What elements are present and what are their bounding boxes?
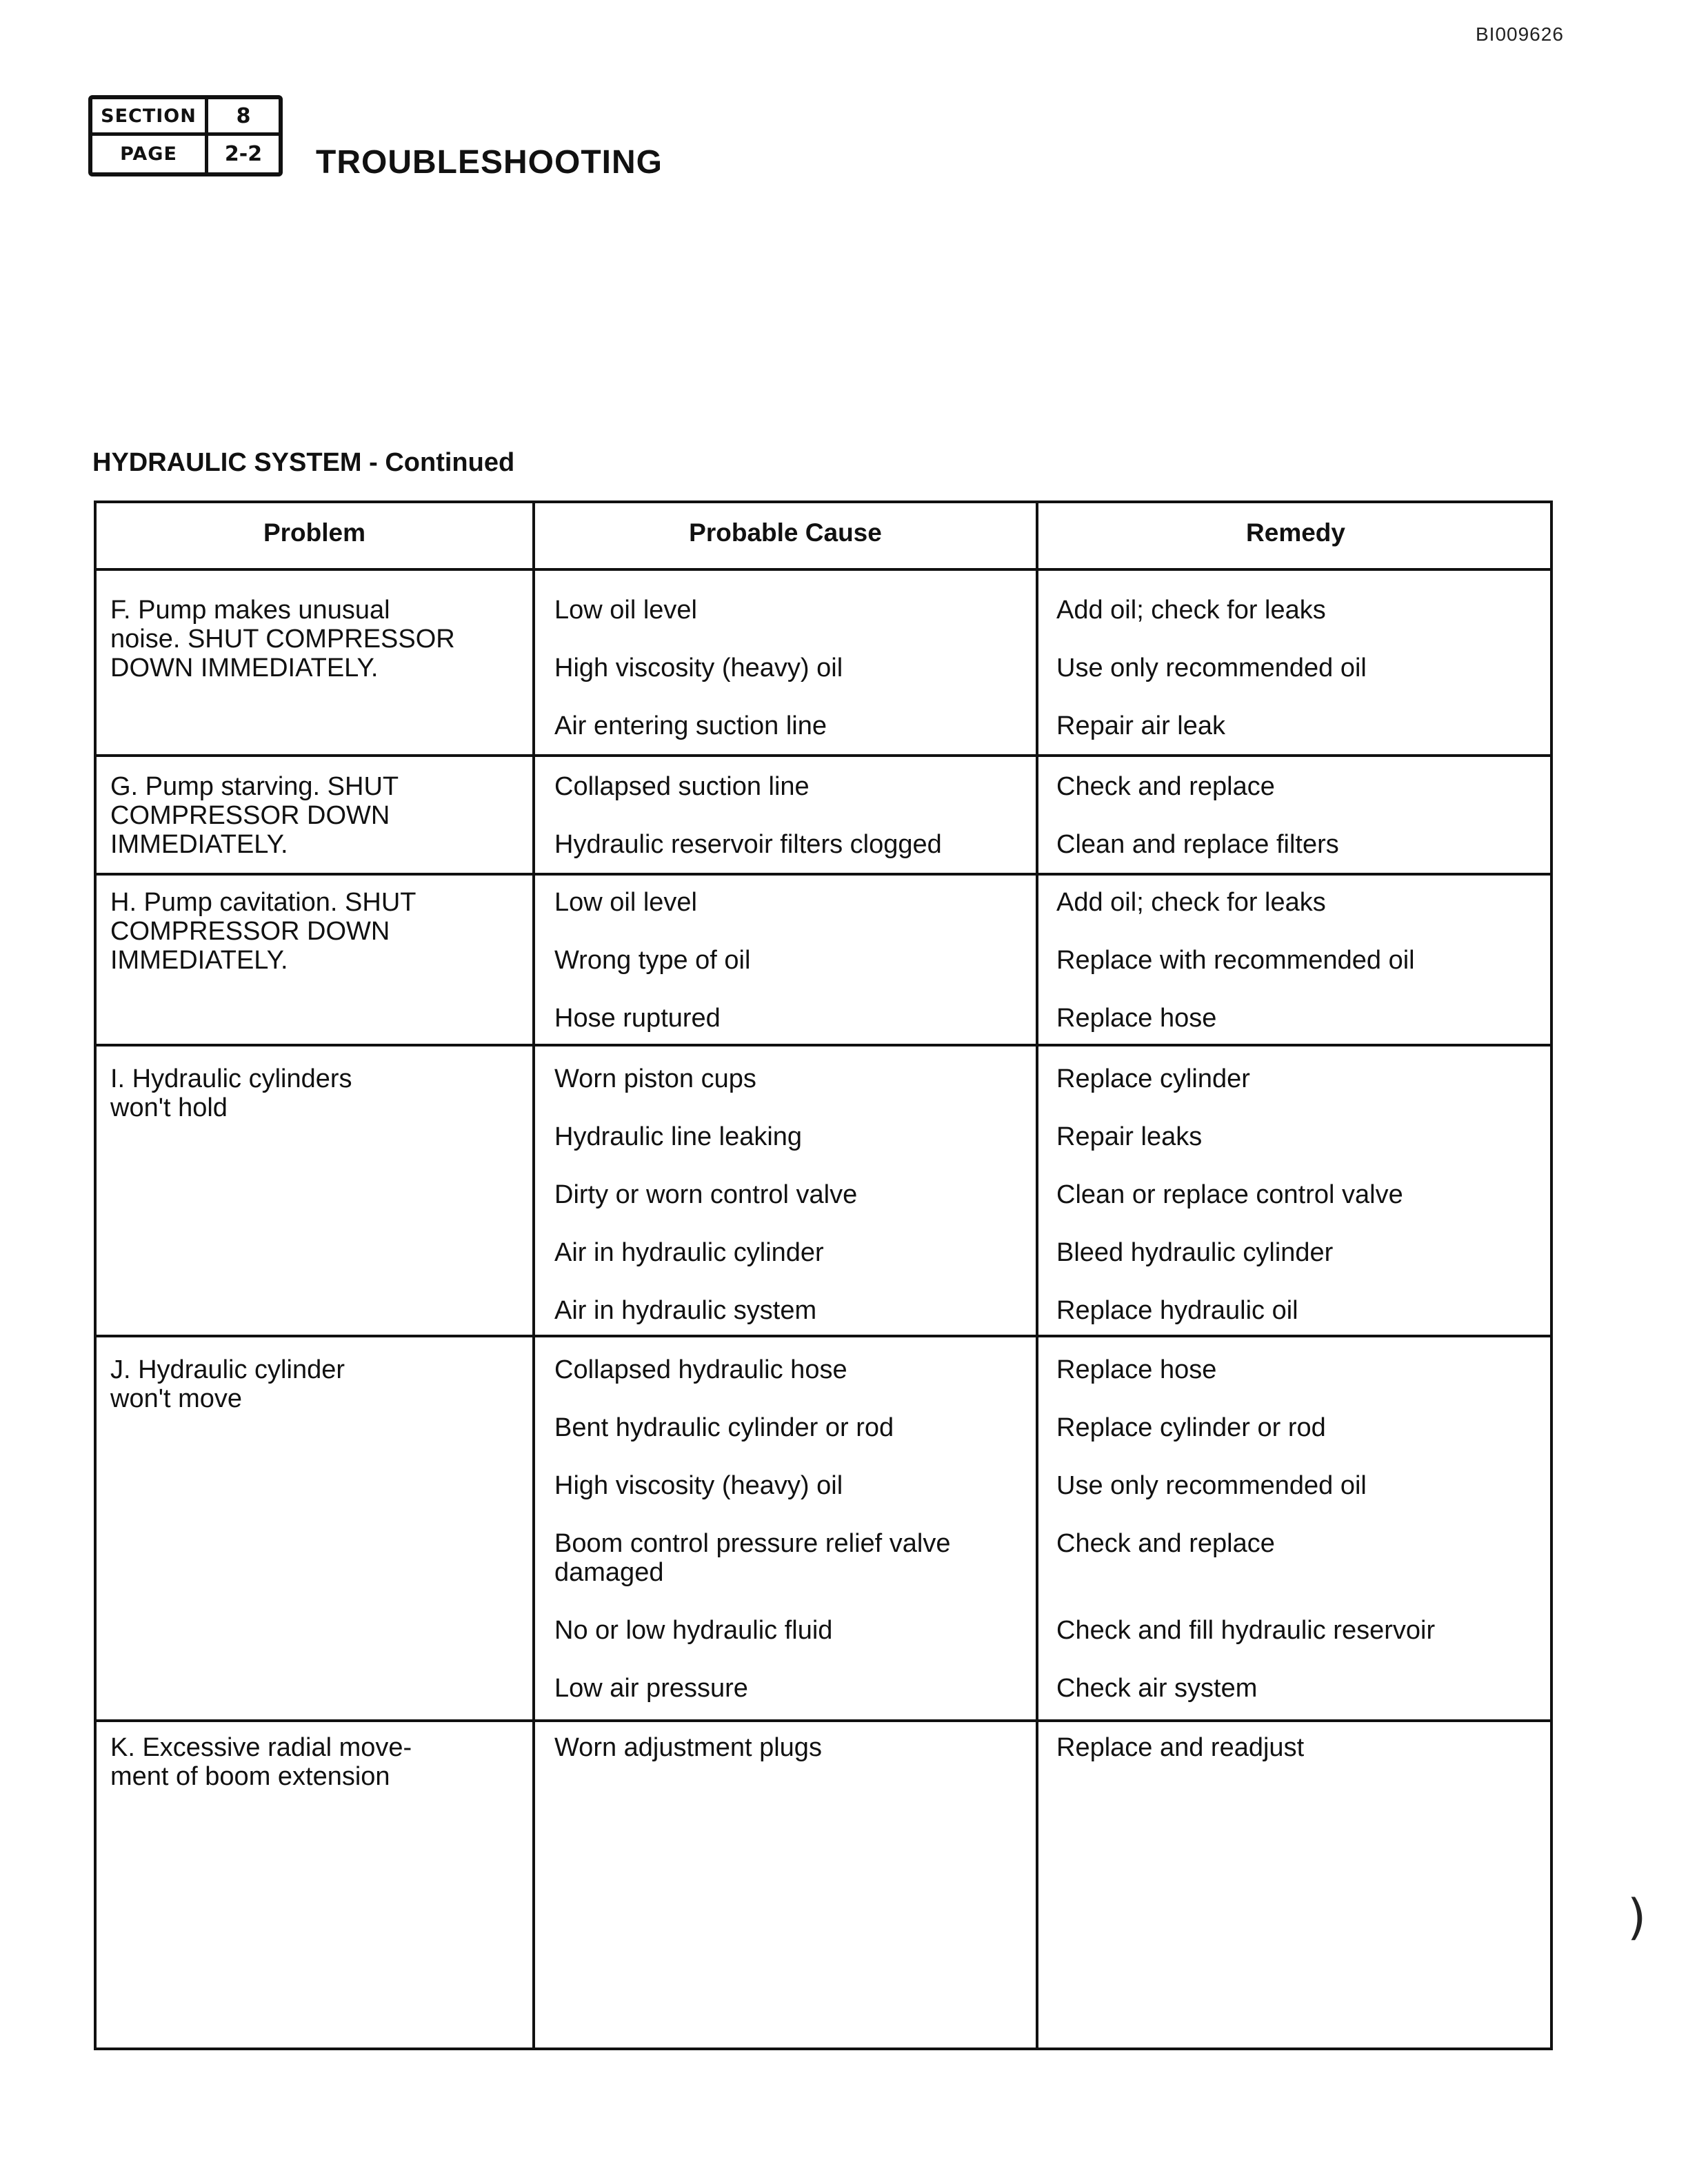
page-label: PAGE (92, 136, 208, 172)
remedy-item: Use only recommended oil (1056, 654, 1367, 682)
remedy-item: Replace and readjust (1056, 1733, 1305, 1762)
margin-bracket-mark: ) (1627, 1889, 1647, 1945)
remedy-item: Replace hydraulic oil (1056, 1296, 1298, 1325)
header-probable-cause: Probable Cause (689, 518, 882, 547)
problem-f: F. Pump makes unusual noise. SHUT COMPRESSOR DOWN IMMEDIATELY. (110, 596, 455, 682)
problem-h: H. Pump cavitation. SHUT COMPRESSOR DOWN IMMEDIATELY. (110, 888, 416, 975)
remedy-item: Add oil; check for leaks (1056, 888, 1326, 917)
row-divider (97, 1044, 1550, 1046)
section-subtitle: HYDRAULIC SYSTEM - Continued (92, 448, 515, 477)
cause-item: High viscosity (heavy) oil (554, 654, 843, 682)
remedy-item: Repair air leak (1056, 711, 1225, 740)
remedy-item: Check and replace (1056, 1529, 1275, 1558)
cause-item: Worn adjustment plugs (554, 1733, 822, 1762)
cause-item: Wrong type of oil (554, 946, 751, 975)
cause-item: Air in hydraulic system (554, 1296, 817, 1325)
page-title: TROUBLESHOOTING (316, 144, 663, 181)
cause-item: No or low hydraulic fluid (554, 1616, 833, 1645)
remedy-item: Check air system (1056, 1674, 1258, 1703)
row-divider (97, 873, 1550, 876)
cause-item: Bent hydraulic cylinder or rod (554, 1413, 894, 1442)
remedy-item: Repair leaks (1056, 1122, 1203, 1151)
remedy-item: Clean and replace filters (1056, 830, 1339, 859)
row-divider (97, 1719, 1550, 1722)
cause-item: Collapsed hydraulic hose (554, 1355, 847, 1384)
cause-item: Hose ruptured (554, 1004, 721, 1033)
remedy-item: Replace with recommended oil (1056, 946, 1415, 975)
header-divider (97, 568, 1550, 571)
cause-item: Worn piston cups (554, 1064, 756, 1093)
cause-item: High viscosity (heavy) oil (554, 1471, 843, 1500)
cause-item: Collapsed suction line (554, 772, 810, 801)
remedy-item: Use only recommended oil (1056, 1471, 1367, 1500)
column-divider (1036, 503, 1038, 2048)
remedy-item: Replace hose (1056, 1004, 1217, 1033)
remedy-item: Check and replace (1056, 772, 1275, 801)
problem-j: J. Hydraulic cylinder won't move (110, 1355, 345, 1413)
remedy-item: Replace cylinder (1056, 1064, 1250, 1093)
remedy-item: Replace hose (1056, 1355, 1217, 1384)
row-divider (97, 754, 1550, 757)
remedy-item: Add oil; check for leaks (1056, 596, 1326, 625)
section-page-box (88, 95, 283, 176)
cause-item: Dirty or worn control valve (554, 1180, 858, 1209)
problem-k: K. Excessive radial move- ment of boom extension (110, 1733, 412, 1791)
cause-item: Boom control pressure relief valve damaged (554, 1529, 951, 1587)
cause-item: Hydraulic reservoir filters clogged (554, 830, 942, 859)
troubleshooting-table (94, 501, 1553, 2050)
cause-item: Hydraulic line leaking (554, 1122, 803, 1151)
remedy-item: Bleed hydraulic cylinder (1056, 1238, 1334, 1267)
cause-item: Low oil level (554, 596, 697, 625)
problem-g: G. Pump starving. SHUT COMPRESSOR DOWN IMMEDIATELY. (110, 772, 399, 859)
cause-item: Low air pressure (554, 1674, 748, 1703)
row-divider (97, 1335, 1550, 1337)
cause-item: Air in hydraulic cylinder (554, 1238, 824, 1267)
problem-i: I. Hydraulic cylinders won't hold (110, 1064, 352, 1122)
remedy-item: Check and fill hydraulic reservoir (1056, 1616, 1436, 1645)
column-divider (532, 503, 535, 2048)
header-problem: Problem (263, 518, 366, 547)
section-label: SECTION (92, 99, 208, 132)
remedy-item: Clean or replace control valve (1056, 1180, 1403, 1209)
remedy-item: Replace cylinder or rod (1056, 1413, 1326, 1442)
document-id: BI009626 (1476, 23, 1564, 45)
header-remedy: Remedy (1246, 518, 1345, 547)
cause-item: Air entering suction line (554, 711, 827, 740)
section-number: 8 (236, 103, 251, 128)
page-number: 2-2 (224, 142, 263, 166)
cause-item: Low oil level (554, 888, 697, 917)
